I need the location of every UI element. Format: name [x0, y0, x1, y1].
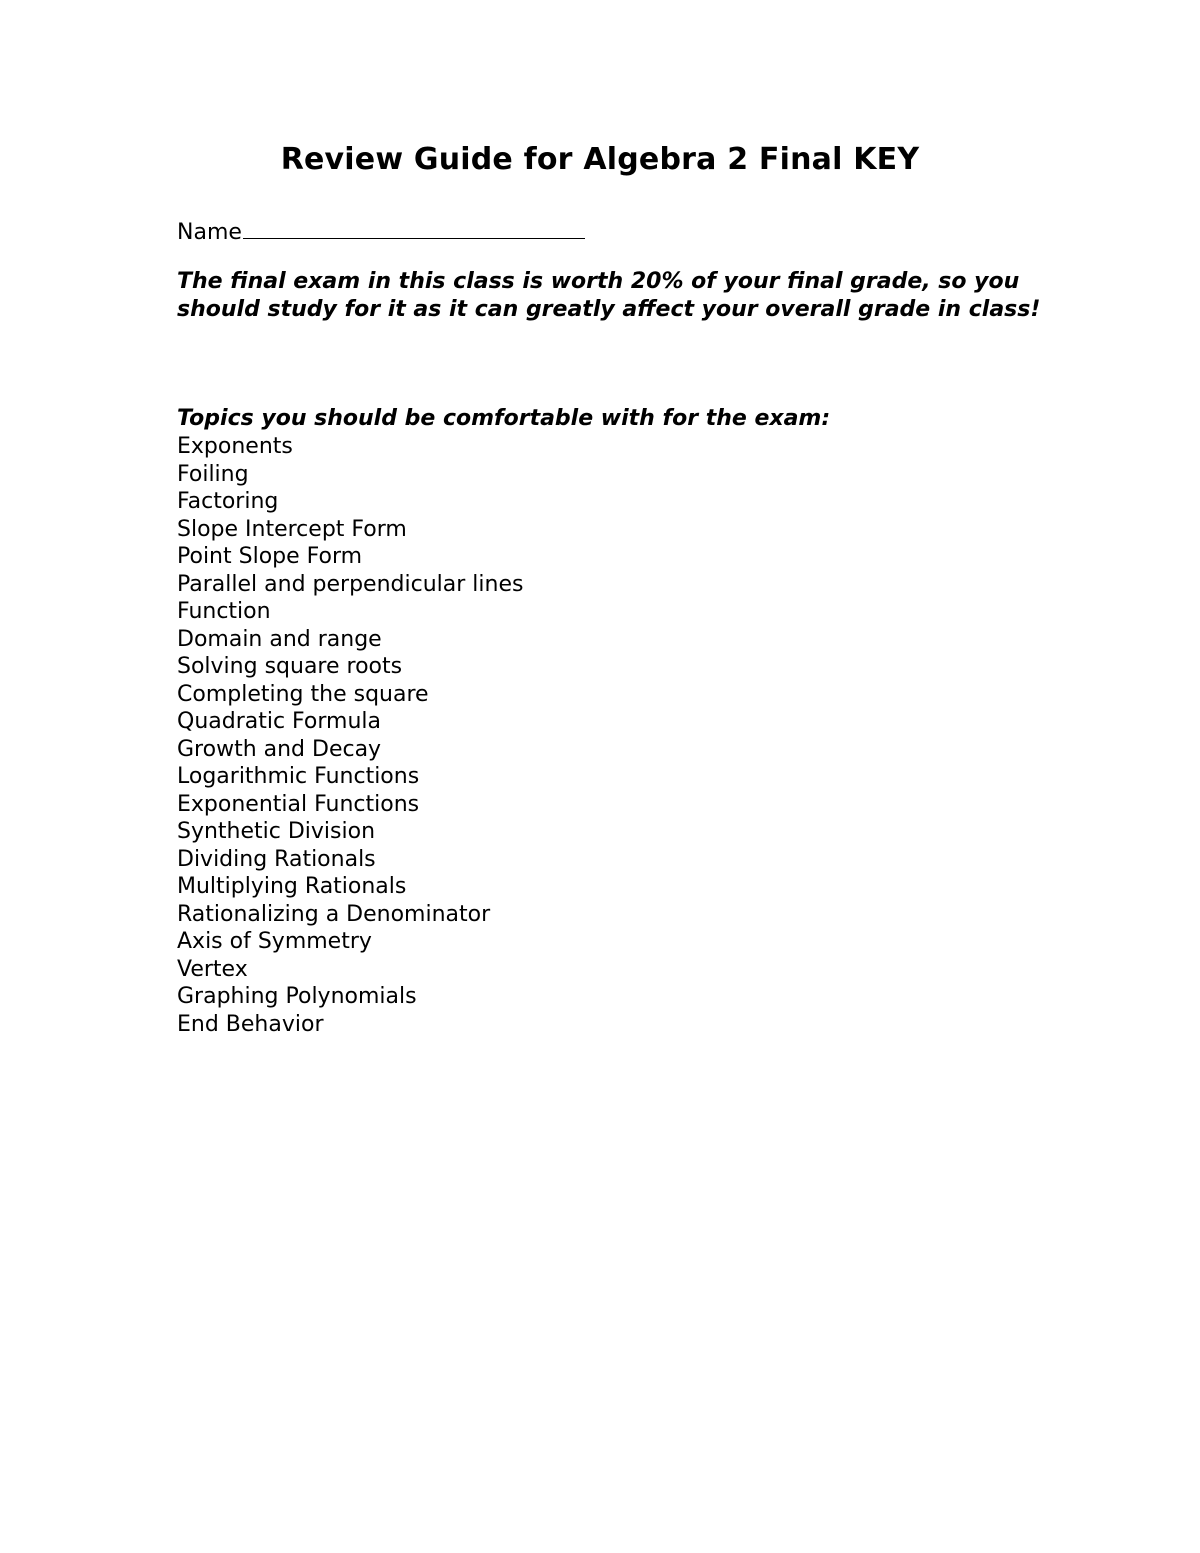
- list-item: Point Slope Form: [177, 544, 363, 569]
- topics-list: [177, 433, 523, 1038]
- list-item: Logarithmic Functions: [177, 764, 420, 789]
- list-item: Multiplying Rationals: [177, 874, 407, 899]
- list-item: Parallel and perpendicular lines: [177, 571, 524, 597]
- list-item: Axis of Symmetry: [177, 929, 372, 954]
- list-item: Solving square roots: [177, 654, 403, 679]
- list-item: Vertex: [177, 956, 248, 982]
- list-item: Graphing Polynomials: [177, 984, 417, 1009]
- intro-paragraph: The final exam in this class is worth 20% of your final grade, so you should study for it as it can greatly affect your overall grade in class!: [177, 269, 1041, 322]
- list-item: Dividing Rationals: [177, 846, 376, 872]
- list-item: Slope Intercept Form: [177, 516, 407, 542]
- topics-heading: Topics you should be comfortable with for the exam:: [177, 406, 831, 431]
- list-item: Function: [177, 599, 271, 624]
- list-item: Domain and range: [177, 626, 382, 652]
- list-item: Quadratic Formula: [177, 709, 382, 734]
- page-title: Review Guide for Algebra 2 Final KEY: [280, 142, 920, 177]
- list-item: Exponents: [177, 434, 293, 459]
- list-item: Completing the square: [177, 681, 429, 707]
- list-item: Synthetic Division: [177, 819, 376, 844]
- name-label: Name: [177, 220, 242, 245]
- list-item: Foiling: [177, 461, 249, 487]
- name-field-row: [177, 214, 585, 247]
- list-item: Rationalizing a Denominator: [177, 901, 491, 927]
- list-item: Factoring: [177, 489, 279, 514]
- list-item: End Behavior: [177, 1011, 324, 1037]
- name-blank-line: [243, 214, 585, 239]
- list-item: Exponential Functions: [177, 791, 420, 817]
- list-item: Growth and Decay: [177, 736, 382, 762]
